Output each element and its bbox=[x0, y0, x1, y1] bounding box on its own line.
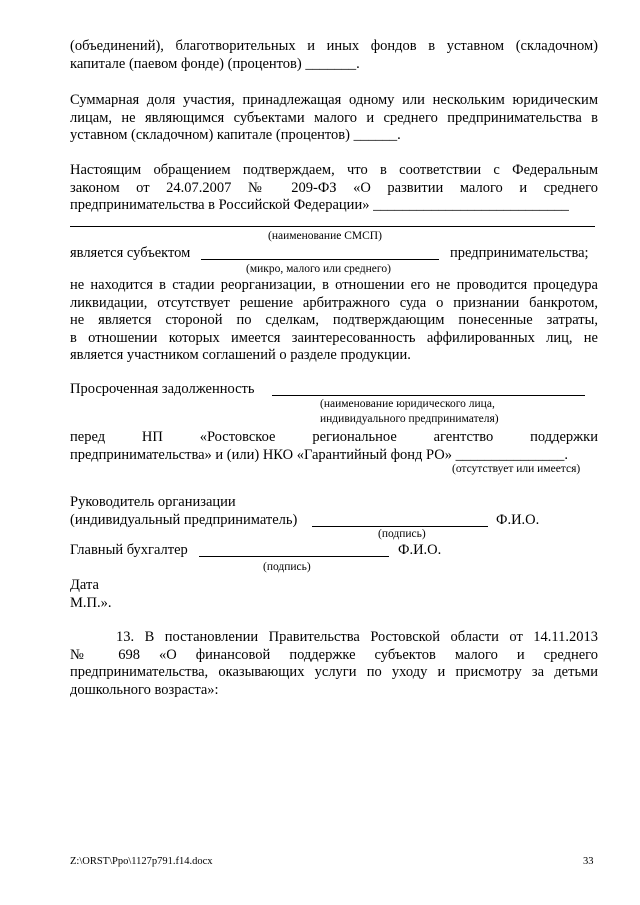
text-line: предпринимательства, оказывающих услуги по уходу и присмотру за детьми bbox=[70, 664, 598, 680]
text-line: законом от 24.07.2007 № 209-ФЗ «О развитии малого и среднего bbox=[70, 179, 598, 196]
caption-entity-2: индивидуального предпринимателя) bbox=[320, 413, 499, 425]
date-label: Дата bbox=[70, 577, 99, 593]
caption-signature-1: (подпись) bbox=[378, 528, 426, 540]
head-label-1: Руководитель организации bbox=[70, 494, 236, 510]
paragraph-charter-share bbox=[70, 38, 598, 73]
head-signature-line bbox=[312, 526, 488, 527]
text-line: не находится в стадии реорганизации, в отношении его не проводится процедура bbox=[70, 277, 598, 293]
accountant-fio: Ф.И.О. bbox=[398, 542, 442, 558]
text-line: в отношении которых имеется заинтересованность аффилированных лиц, не bbox=[70, 329, 598, 346]
paragraph-creditor bbox=[70, 429, 598, 464]
text-line: ликвидации, отсутствует решение арбитражного суда о признании банкротом, bbox=[70, 294, 598, 311]
smsp-name-line bbox=[70, 226, 595, 227]
text-line: Суммарная доля участия, принадлежащая одному или нескольким юридическим bbox=[70, 92, 598, 108]
caption-entity-1: (наименование юридического лица, bbox=[320, 398, 495, 410]
overdue-label: Просроченная задолженность bbox=[70, 381, 255, 397]
text-line: не является стороной по сделкам, подтверждающим понесенные затраты, bbox=[70, 312, 598, 328]
caption-size: (микро, малого или среднего) bbox=[246, 263, 391, 275]
text-line: предпринимательства» и (или) НКО «Гарантийный фонд РО» _______________. bbox=[70, 446, 568, 463]
accountant-signature-line bbox=[199, 556, 389, 557]
text-line: капитале (паевом фонде) (процентов) _______. bbox=[70, 55, 360, 72]
head-fio: Ф.И.О. bbox=[496, 512, 540, 528]
paragraph-confirmation bbox=[70, 162, 598, 215]
caption-signature-2: (подпись) bbox=[263, 561, 311, 573]
text-line: лицам, не являющимся субъектами малого и среднего предпринимательства в bbox=[70, 109, 598, 126]
text-line: (объединений), благотворительных и иных фондов в уставном (складочном) bbox=[70, 38, 598, 54]
head-label-2: (индивидуальный предприниматель) bbox=[70, 512, 298, 528]
subject-size-line bbox=[201, 259, 439, 260]
accountant-label: Главный бухгалтер bbox=[70, 542, 188, 558]
caption-presence: (отсутствует или имеется) bbox=[452, 463, 581, 475]
subject-suffix: предпринимательства; bbox=[450, 245, 589, 261]
paragraph-item-13 bbox=[70, 629, 598, 699]
overdue-line bbox=[272, 395, 585, 396]
caption-smsp: (наименование СМСП) bbox=[268, 230, 382, 242]
text-line: № 698 «О финансовой поддержке субъектов малого и среднего bbox=[70, 646, 598, 663]
subject-label: является субъектом bbox=[70, 245, 191, 261]
text-line: является участником соглашений о разделе продукции. bbox=[70, 347, 411, 363]
text-line: Настоящим обращением подтверждаем, что в соответствии с Федеральным bbox=[70, 162, 598, 178]
paragraph-status bbox=[70, 277, 598, 365]
footer-page-number: 33 bbox=[583, 856, 594, 867]
text-line: 13. В постановлении Правительства Ростовской области от 14.11.2013 bbox=[116, 629, 598, 645]
text-line: уставном (складочном) капитале (процентов) ______. bbox=[70, 127, 401, 143]
text-line: перед НП «Ростовское региональное агентство поддержки bbox=[70, 429, 598, 445]
text-line: предпринимательства в Российской Федерации» ___________________________ bbox=[70, 197, 569, 213]
footer-file-path: Z:\ORST\Ppo\1127p791.f14.docx bbox=[70, 856, 213, 867]
paragraph-total-share bbox=[70, 92, 598, 145]
text-line: дошкольного возраста»: bbox=[70, 681, 219, 698]
stamp-label: М.П.». bbox=[70, 595, 112, 611]
